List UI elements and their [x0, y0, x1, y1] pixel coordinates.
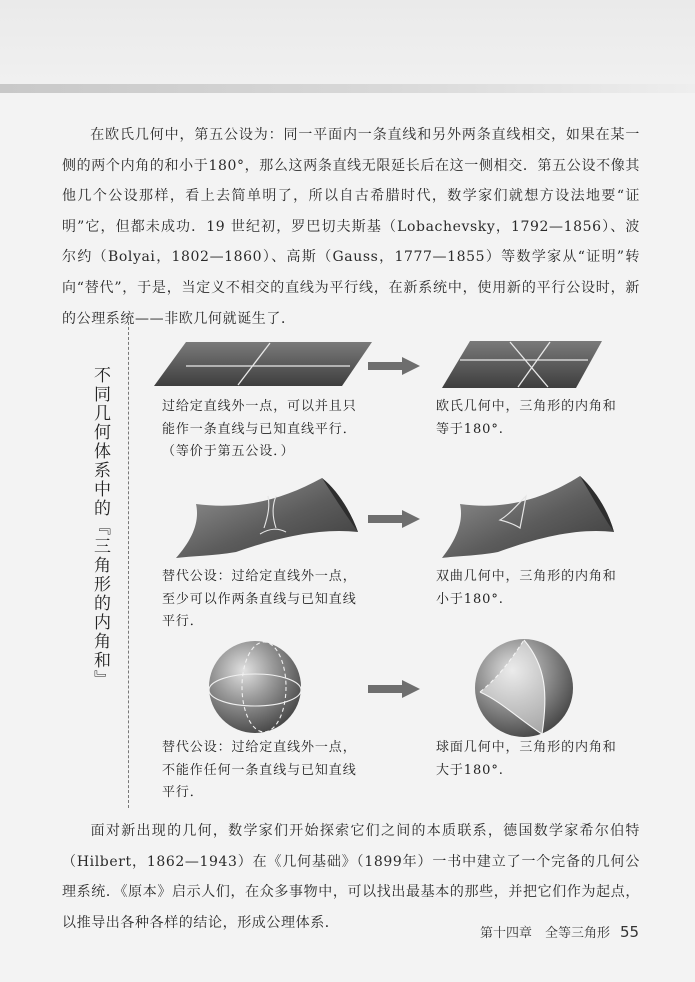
caption-euclid-postulate: 过给定直线外一点，可以并且只能作一条直线与已知直线平行．（等价于第五公设．） [162, 399, 357, 459]
sphere-figure-left [206, 638, 304, 736]
caption-hyperbolic-postulate: 替代公设：过给定直线外一点，至少可以作两条直线与已知直线平行． [162, 569, 357, 629]
paragraph-1-text: 在欧氏几何中，第五公设为：同一平面内一条直线和另外两条直线相交，如果在某一侧的两个内角的和小于180°，那么这两条直线无限延长后在这一侧相交．第五公设不像其他几个公设那样，看上去简单明了，所以自古希腊时代，数学家们就想方设法地要“证明”它，但都未成功．19 世纪初，罗巴切夫斯基（Lobachevsky，1792—1856）、波尔约（Bolyai，1802—1860）、高斯（Gauss，1777—1855）等数学家从“证明”转向“替代”，于是，当定义不相交的直线为平行线，在新系统中，使用新的平行公设时，新的公理系统——非欧几何就诞生了． [62, 127, 640, 327]
right-arrow-icon [368, 510, 420, 528]
right-arrow-icon [368, 680, 420, 698]
plane-figure-triangle [438, 338, 608, 392]
right-arrow-icon [368, 357, 420, 375]
plane-figure-left [150, 338, 380, 390]
sphere-figure-triangle [472, 636, 576, 740]
caption-hyperbolic-angle-sum: 双曲几何中，三角形的内角和小于180°. [436, 569, 617, 607]
caption-euclid-angle-sum: 欧氏几何中，三角形的内角和等于180°. [436, 399, 617, 437]
footer-chapter: 第十四章 全等三角形 [480, 926, 611, 941]
side-title: 不同几何体系中的『三角形的内角和』 [90, 366, 110, 689]
header-rule [0, 84, 695, 93]
paragraph-euclid-fifth-postulate [62, 120, 640, 334]
paragraph-2-text: 面对新出现的几何，数学家们开始探索它们之间的本质联系，德国数学家希尔伯特（Hilbert，1862—1943）在《几何基础》（1899年）一书中建立了一个完备的几何公理系统．《原本》启示人们，在众多事物中，可以找出最基本的那些，并把它们作为起点，以推导出各种各样的结论，形成公理体系． [62, 823, 640, 931]
page-footer [480, 922, 640, 941]
page-number: 55 [620, 923, 640, 941]
saddle-figure-triangle [438, 468, 618, 562]
dashed-divider [128, 322, 129, 808]
caption-spherical-angle-sum: 球面几何中，三角形的内角和大于180°. [436, 740, 617, 778]
caption-spherical-postulate: 替代公设：过给定直线外一点，不能作任何一条直线与已知直线平行． [162, 740, 357, 800]
paragraph-hilbert [62, 816, 640, 938]
saddle-figure-left [172, 470, 362, 562]
header-band [0, 0, 695, 84]
